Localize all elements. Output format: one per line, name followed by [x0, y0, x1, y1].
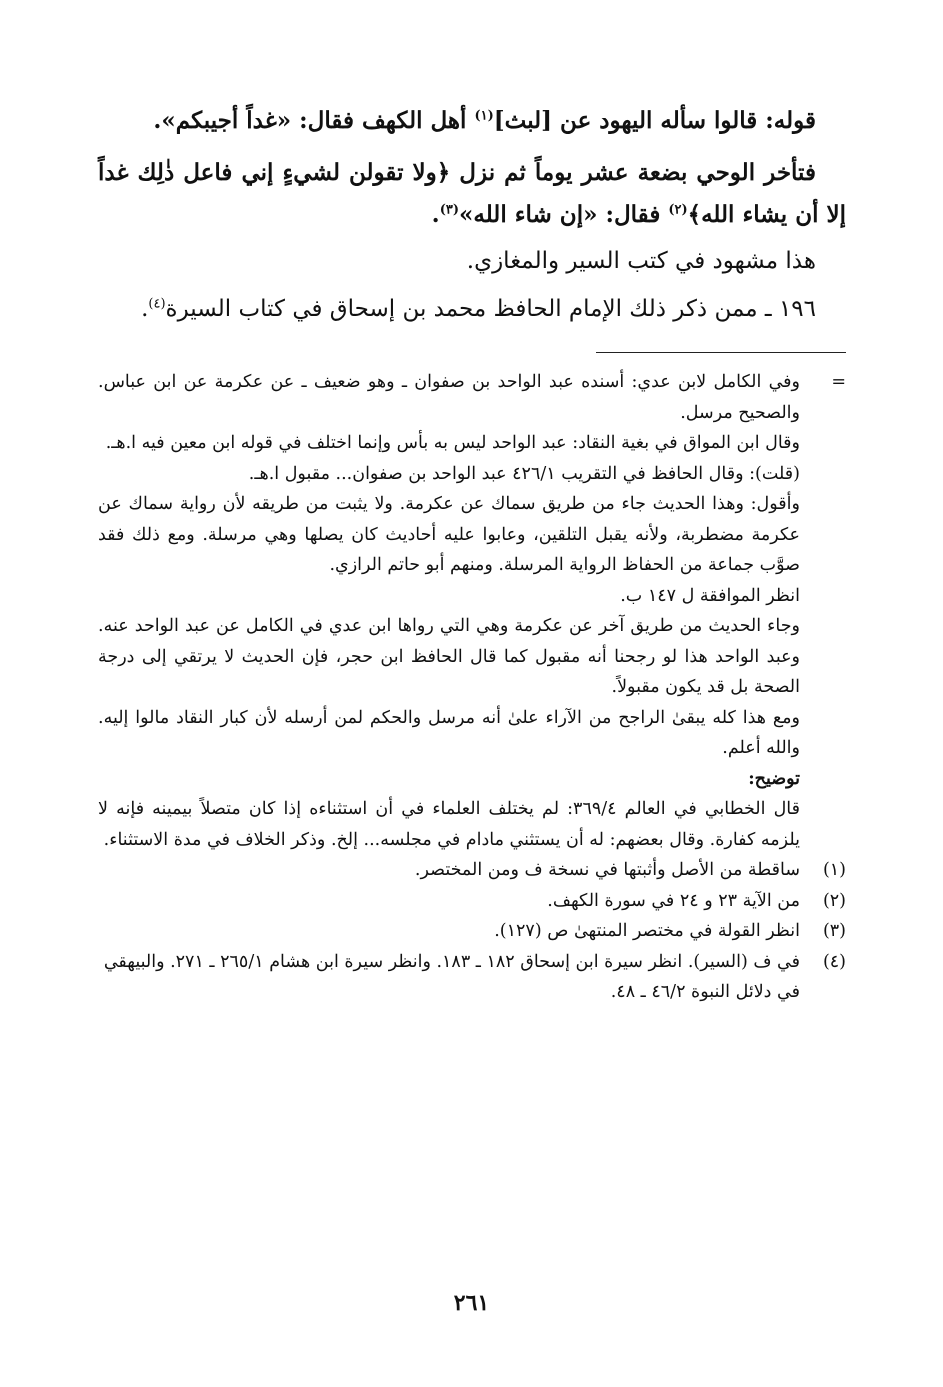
page-body: [98, 100, 846, 1008]
footnote-ref-3: (٣): [439, 202, 459, 218]
main-text: [98, 100, 846, 330]
footnote-number: (٤): [822, 951, 846, 972]
note-line: انظر الموافقة ل ١٤٧ ب.: [620, 585, 800, 606]
footnote-text: ساقطة من الأصل وأثبتها في نسخة ف ومن المختصر.: [414, 860, 800, 880]
note-line: وأقول: وهذا الحديث جاء من طريق سماك عن عكرمة. ولا يثبت من طريقه لأن رواية سماك عن عكرمة مضطربة، ولأنه يقبل التلقين، وعابوا عليه أحاديث كان يصلها وهي مرسلة. ومع ذلك فقد صوَّب جماعة من الحفاظ الرواية المرسلة. ومنهم أبو حاتم الرازي.: [98, 494, 800, 575]
note-line: وجاء الحديث من طريق آخر عن عكرمة وهي التي رواها ابن عدي في الكامل عن عبد الواحد عنه. وعبد الواحد هذا لو رجحنا أنه مقبول كما قال الحافظ ابن حجر، فإن الحديث لا يرتقي إلى درجة الصحة بل قد يكون مقبولاً.: [98, 616, 801, 697]
footnote-ref-4: (٤): [148, 296, 166, 312]
p1-rest: أهل الكهف فقال: «غداً أجيبكم».: [153, 107, 475, 134]
paragraph-2: [98, 152, 846, 236]
p2-end: .: [431, 201, 440, 228]
note-line: ومع هذا كله يبقىٰ الراجح من الآراء علىٰ أنه مرسل والحكم لمن أرسله لأن كبار النقاد مالوا إليه. والله أعلم.: [98, 707, 800, 758]
footnote-4: [98, 947, 846, 1008]
footnote-number: (٣): [822, 921, 846, 941]
footnotes-section: [98, 367, 846, 1008]
footnote-number: (٢): [822, 890, 846, 911]
page-number: ٢٦١: [453, 1290, 490, 1316]
footnote-number: (١): [822, 860, 846, 880]
p2-mid: فقال: «إن شاء الله»: [458, 201, 669, 228]
note-line: وفي الكامل لابن عدي: أسنده عبد الواحد بن صفوان ـ وهو ضعيف ـ عن عكرمة عن ابن عباس. والصحيح مرسل.: [98, 372, 800, 423]
footnote-text: في ف (السير). انظر سيرة ابن إسحاق ١٨٢ ـ ١٨٣. وانظر سيرة ابن هشام ٢٦٥/١ ـ ٢٧١. والبيهقي في دلائل النبوة ٤٦/٢ ـ ٤٨.: [103, 951, 800, 1002]
clarification-text: قال الخطابي في العالم ٣٦٩/٤: لم يختلف العلماء في أن استثناءه إذا كان متصلاً بيمينه فإنه لا يلزمه كفارة. وقال بعضهم: له أن يستثني مادام في مجلسه... إلخ. وذكر الخلاف في مدة الاستثناء.: [98, 799, 800, 850]
clarification-heading: توضيح:: [748, 768, 800, 789]
footnote-ref-1: (١): [474, 108, 494, 124]
continued-note: [98, 367, 846, 855]
note-line: (قلت): وقال الحافظ في التقريب ٤٢٦/١ عبد الواحد بن صفوان... مقبول ا.هـ.: [248, 463, 800, 484]
p4-end: .: [141, 296, 149, 322]
p1-text: قوله: قالوا سأله اليهود عن [لبث]: [493, 107, 816, 134]
paragraph-4: [98, 288, 846, 330]
p2-text: فتأخر الوحي بضعة عشر يوماً ثم نزل ﴿ولا تقولن لشيءٍ إني فاعل ذٰلِك غداً إلا أن يشاء الله﴾: [98, 159, 846, 228]
footnote-divider: [596, 352, 846, 353]
footnote-3: [98, 916, 846, 947]
paragraph-1: [98, 100, 846, 142]
footnote-text: من الآية ٢٣ و ٢٤ في سورة الكهف.: [547, 890, 800, 911]
footnote-ref-2: (٢): [668, 202, 688, 218]
footnote-text: انظر القولة في مختصر المنتهىٰ ص (١٢٧).: [494, 921, 800, 941]
p4-text: ١٩٦ ـ ممن ذكر ذلك الإمام الحافظ محمد بن إسحاق في كتاب السيرة: [165, 296, 816, 322]
continuation-mark: =: [831, 372, 846, 392]
footnote-1: [98, 855, 846, 886]
note-line: وقال ابن المواق في بغية النقاد: عبد الواحد ليس به بأس وإنما اختلف في قوله ابن معين فيه ا.هـ.: [105, 433, 800, 453]
paragraph-3: هذا مشهود في كتب السير والمغازي.: [466, 248, 816, 274]
footnote-2: [98, 886, 846, 917]
